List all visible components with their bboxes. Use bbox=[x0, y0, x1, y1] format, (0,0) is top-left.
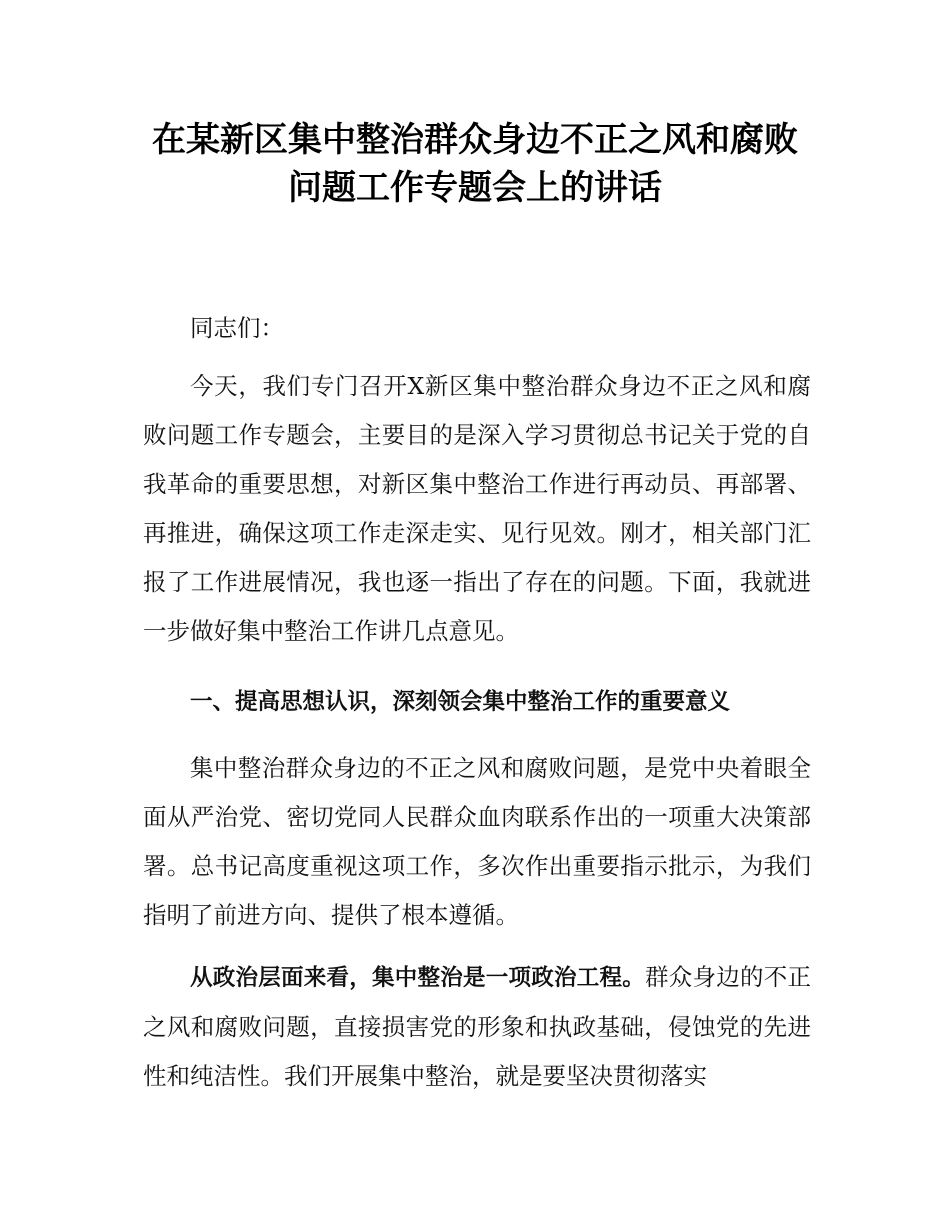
paragraph-intro: 今天，我们专门召开X新区集中整治群众身边不正之风和腐败问题工作专题会，主要目的是深入学习贯彻总书记关于党的自我革命的重要思想，对新区集中整治工作进行再动员、再部署、再推进，确保这项工作走深走实、见行见效。刚才，相关部门汇报了工作进展情况，我也逐一指出了存在的问题。下面，我就进一步做好集中整治工作讲几点意见。 bbox=[143, 372, 811, 645]
greeting: 同志们： bbox=[190, 314, 284, 342]
document-title-line-2: 问题工作专题会上的讲话 bbox=[288, 168, 662, 208]
paragraph-lead-sentence: 从政治层面来看，集中整治是一项政治工程。 bbox=[190, 965, 645, 991]
section-heading-1: 一、提高思想认识，深刻领会集中整治工作的重要意义 bbox=[190, 689, 731, 715]
document-title-line-1: 在某新区集中整治群众身边不正之风和腐败 bbox=[152, 120, 798, 160]
paragraph-body-text: 群众身边的不正之风和腐败问题，直接损害党的形象和执政基础，侵蚀党的先进性和纯洁性。我们开展集中整治，就是要坚决贯彻落实 bbox=[143, 963, 811, 1090]
paragraph-political-level bbox=[143, 953, 811, 1101]
paragraph-significance: 集中整治群众身边的不正之风和腐败问题，是党中央着眼全面从严治党、密切党同人民群众血肉联系作出的一项重大决策部署。总书记高度重视这项工作，多次作出重要指示批示，为我们指明了前进方向、提供了根本遵循。 bbox=[143, 754, 811, 929]
